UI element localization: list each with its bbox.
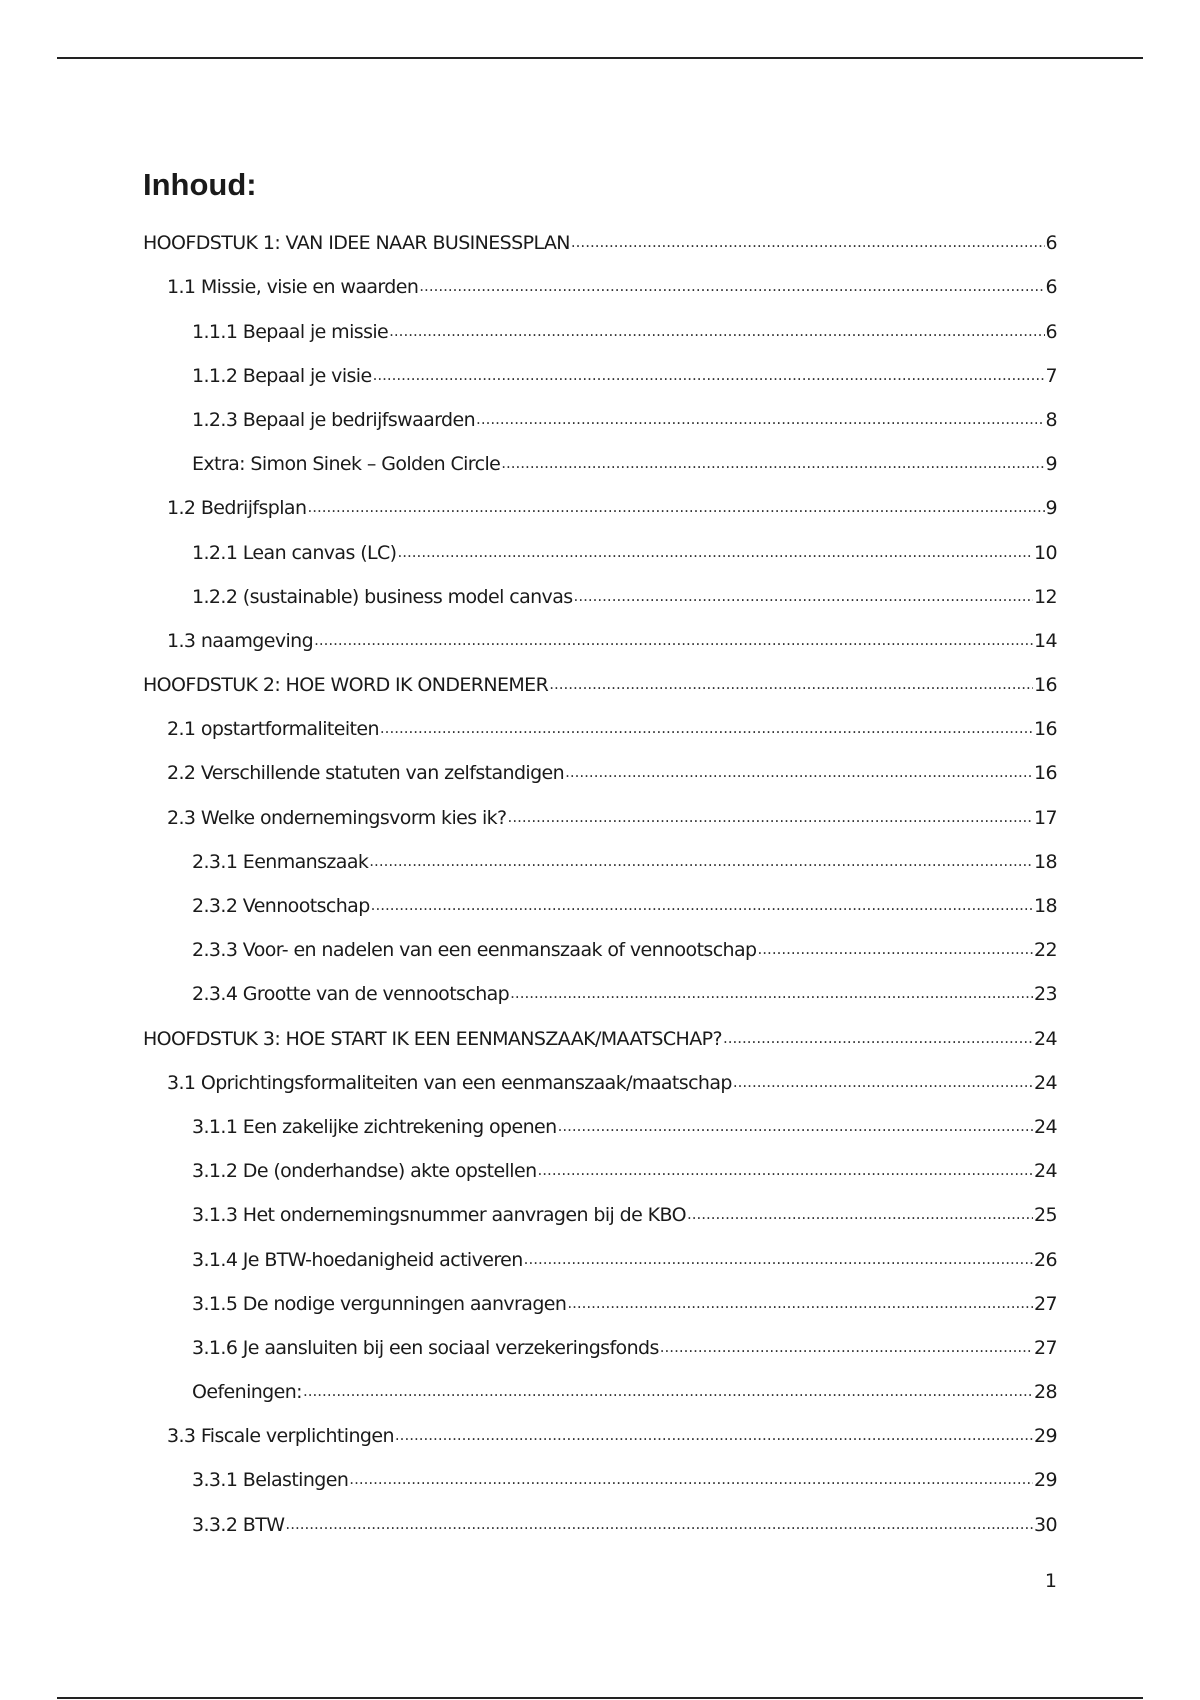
toc-entry[interactable] (143, 1322, 1057, 1366)
toc-entry-page: 29 (1034, 1469, 1057, 1492)
toc-entry-title: 3.1.6 Je aansluiten bij een sociaal verzekeringsfonds (192, 1336, 659, 1359)
toc-entry-title: 1.1 Missie, visie en waarden (167, 276, 419, 299)
toc-entry[interactable] (143, 880, 1057, 924)
toc-entry-title: 3.1 Oprichtingsformaliteiten van een eenmanszaak/maatschap (167, 1071, 732, 1094)
toc-entry[interactable] (143, 924, 1057, 968)
toc-entry[interactable] (143, 1278, 1057, 1322)
toc-entry-title: 2.1 opstartformaliteiten (167, 718, 379, 741)
toc-entry-page: 24 (1034, 1160, 1057, 1183)
toc-dot-leader (369, 844, 1033, 880)
toc-entry-page: 9 (1045, 453, 1057, 476)
toc-dot-leader (371, 888, 1033, 924)
toc-entry-page: 6 (1045, 232, 1057, 255)
toc-entry-title: 1.2 Bedrijfsplan (167, 497, 307, 520)
toc-entry[interactable] (143, 217, 1057, 261)
toc-entry-page: 30 (1034, 1513, 1057, 1536)
toc-entry-page: 27 (1034, 1292, 1057, 1315)
toc-entry-title: 3.1.4 Je BTW-hoedanigheid activeren (192, 1248, 523, 1271)
toc-entry[interactable] (143, 394, 1057, 438)
toc-entry-page: 28 (1034, 1381, 1057, 1404)
toc-entry-title: HOOFDSTUK 3: HOE START IK EEN EENMANSZAAK/MAATSCHAP? (143, 1027, 722, 1050)
toc-dot-leader (549, 667, 1033, 703)
toc-entry-page: 6 (1045, 320, 1057, 343)
toc-dot-leader (373, 358, 1045, 394)
toc-dot-leader (380, 711, 1033, 747)
toc-entry-page: 16 (1034, 762, 1057, 785)
toc-entry[interactable] (143, 659, 1057, 703)
toc-entry-page: 10 (1034, 541, 1057, 564)
toc-entry-page: 23 (1034, 983, 1057, 1006)
toc-entry[interactable] (143, 1498, 1057, 1542)
toc-entry[interactable] (143, 1145, 1057, 1189)
header-rule (57, 57, 1143, 59)
toc-dot-leader (510, 976, 1033, 1012)
toc-title: Inhoud: (143, 167, 257, 202)
toc-entry-page: 29 (1034, 1425, 1057, 1448)
toc-entry-title: 1.2.3 Bepaal je bedrijfswaarden (192, 408, 476, 431)
toc-entry-title: 1.3 naamgeving (167, 629, 314, 652)
toc-entry-title: Extra: Simon Sinek – Golden Circle (192, 453, 501, 476)
footer-rule (57, 1697, 1143, 1699)
toc-entry-title: 1.1.1 Bepaal je missie (192, 320, 389, 343)
toc-entry-title: Oefeningen: (192, 1381, 302, 1404)
toc-entry[interactable] (143, 1189, 1057, 1233)
toc-entry[interactable] (143, 1012, 1057, 1056)
toc-entry-page: 25 (1034, 1204, 1057, 1227)
toc-dot-leader (419, 269, 1044, 305)
toc-entry[interactable] (143, 791, 1057, 835)
toc-entry-title: 2.3.4 Grootte van de vennootschap (192, 983, 510, 1006)
toc-entry[interactable] (143, 1057, 1057, 1101)
toc-entry-title: 2.2 Verschillende statuten van zelfstandigen (167, 762, 565, 785)
toc-dot-leader (558, 1109, 1033, 1145)
toc-entry-title: 2.3.3 Voor- en nadelen van een eenmanszaak of vennootschap (192, 939, 757, 962)
toc-entry-title: HOOFDSTUK 2: HOE WORD IK ONDERNEMER (143, 674, 549, 697)
toc-entry[interactable] (143, 438, 1057, 482)
toc-entry-title: 3.3.2 BTW (192, 1513, 285, 1536)
toc-entry-title: 3.1.5 De nodige vergunningen aanvragen (192, 1292, 567, 1315)
toc-entry-title: 2.3.2 Vennootschap (192, 895, 370, 917)
page-number: 1 (1044, 1570, 1057, 1592)
toc-entry[interactable] (143, 526, 1057, 570)
toc-entry-page: 9 (1045, 497, 1057, 520)
toc-entry-page: 12 (1034, 585, 1057, 608)
toc-entry[interactable] (143, 482, 1057, 526)
toc-entry[interactable] (143, 836, 1057, 880)
toc-entry[interactable] (143, 1410, 1057, 1454)
toc-entry-page: 18 (1034, 895, 1057, 917)
toc-entry[interactable] (143, 350, 1057, 394)
toc-entry-page: 26 (1034, 1248, 1057, 1271)
toc-entry-title: 1.1.2 Bepaal je visie (192, 364, 372, 387)
toc-entry[interactable] (143, 615, 1057, 659)
toc-entry-title: 2.3 Welke ondernemingsvorm kies ik? (167, 806, 507, 829)
toc-entry-page: 18 (1034, 850, 1057, 873)
toc-entry-title: 3.1.3 Het ondernemingsnummer aanvragen bij de KBO (192, 1204, 686, 1227)
toc-entry-page: 17 (1034, 806, 1057, 829)
toc-entry[interactable] (143, 1454, 1057, 1498)
toc-dot-leader (571, 225, 1045, 261)
toc-dot-leader (524, 1242, 1033, 1278)
toc-dot-leader (349, 1462, 1033, 1498)
toc-entry-page: 8 (1045, 408, 1057, 431)
toc-dot-leader (395, 1418, 1033, 1454)
toc-dot-leader (660, 1330, 1033, 1366)
toc-dot-leader (508, 800, 1033, 836)
toc-entry-page: 16 (1034, 718, 1057, 741)
toc-dot-leader (389, 314, 1044, 350)
toc-entry-title: 1.2.1 Lean canvas (LC) (192, 541, 397, 564)
toc-dot-leader (501, 446, 1044, 482)
toc-dot-leader (758, 932, 1034, 968)
toc-entry-title: 2.3.1 Eenmanszaak (192, 850, 369, 873)
toc-entry-title: HOOFDSTUK 1: VAN IDEE NAAR BUSINESSPLAN (143, 232, 570, 255)
toc-entry-page: 7 (1045, 364, 1057, 387)
toc-entry-page: 22 (1034, 939, 1057, 962)
toc-entry[interactable] (143, 1366, 1057, 1410)
toc-entry[interactable] (143, 703, 1057, 747)
toc-entry-page: 24 (1034, 1027, 1057, 1050)
toc-entry[interactable] (143, 571, 1057, 615)
toc-dot-leader (723, 1021, 1033, 1057)
toc-dot-leader (397, 535, 1033, 571)
toc-entry-page: 24 (1034, 1115, 1057, 1138)
toc-dot-leader (733, 1065, 1033, 1101)
toc-entry-page: 24 (1034, 1071, 1057, 1094)
toc-entry[interactable] (143, 747, 1057, 791)
toc-entry[interactable] (143, 305, 1057, 349)
toc-entry-page: 14 (1034, 629, 1057, 652)
toc-dot-leader (567, 1286, 1033, 1322)
toc-entry-page: 6 (1045, 276, 1057, 299)
toc-entry-title: 3.3 Fiscale verplichtingen (167, 1425, 394, 1448)
toc-dot-leader (687, 1197, 1033, 1233)
toc-entry[interactable] (143, 968, 1057, 1012)
toc-entry-title: 3.1.2 De (onderhandse) akte opstellen (192, 1160, 537, 1183)
toc-entry-page: 16 (1034, 674, 1057, 697)
toc-dot-leader (565, 755, 1033, 791)
toc-dot-leader (574, 579, 1033, 615)
toc-dot-leader (314, 623, 1033, 659)
toc-dot-leader (307, 490, 1044, 526)
toc-entry[interactable] (143, 261, 1057, 305)
toc-entry-title: 3.1.1 Een zakelijke zichtrekening openen (192, 1115, 557, 1138)
toc-dot-leader (285, 1507, 1033, 1543)
toc-dot-leader (476, 402, 1044, 438)
toc-entry-title: 3.3.1 Belastingen (192, 1469, 349, 1492)
toc-dot-leader (303, 1374, 1033, 1410)
toc-entry[interactable] (143, 1101, 1057, 1145)
toc-entry[interactable] (143, 1233, 1057, 1277)
table-of-contents (143, 217, 1057, 1543)
toc-entry-title: 1.2.2 (sustainable) business model canvas (192, 585, 573, 608)
toc-dot-leader (538, 1153, 1034, 1189)
toc-entry-page: 27 (1034, 1336, 1057, 1359)
